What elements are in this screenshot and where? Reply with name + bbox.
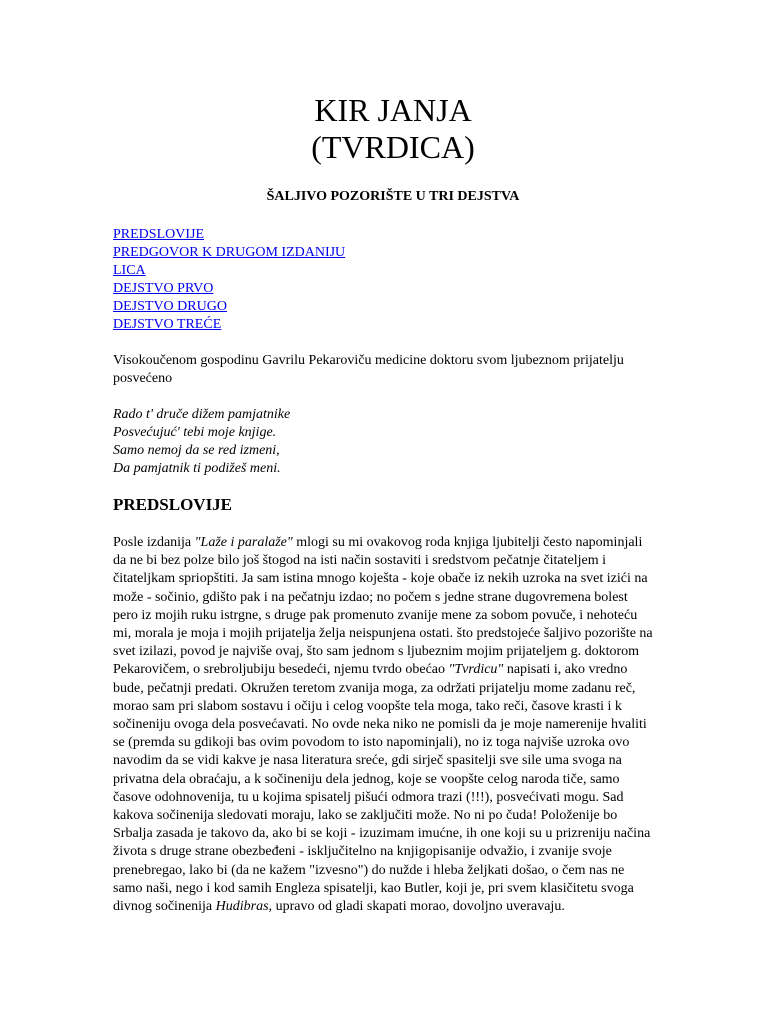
- paragraph-line: sočineniju ovoga dela posvećavati. No ovde neka niko ne pomisli da je moje namerenije hvaliti: [113, 717, 647, 733]
- toc-link-dejstvo-drugo[interactable]: DEJSTVO DRUGO: [113, 299, 227, 314]
- italic-title-tvrdica: "Tvrdicu": [448, 662, 504, 678]
- document-page: [113, 92, 673, 916]
- poem-line: Rado t' druče dižem pamjatnike: [113, 407, 291, 422]
- paragraph-line: privatna dela obraćaju, a k sočineniju dela jednog, koje se voopšte celog naroda tiče, samo: [113, 771, 620, 787]
- paragraph-line: Posle izdanija "Laže i paralaže" mlogi su mi ovakovog roda knjiga ljubitelji često napominjali: [113, 535, 643, 550]
- paragraph-line: se (premda su gdikoji bas ovim povodom to isto napominjali), no iz toga najviše uzroka ovo: [113, 735, 630, 751]
- paragraph-line: morao sam pri slabom sostavu i očiju i celog voopšte tela moga, tako reči, časove krasti i k: [113, 698, 622, 714]
- document-title: [113, 92, 673, 166]
- dedication-line-1: Visokoučenom gospodinu Gavrilu Pekaroviču medicine doktoru svom ljubeznom prijatelju: [113, 353, 624, 368]
- paragraph-line: bude, pečatnji predati. Okružen teretom zvanija moga, za održati prijatelju mome zadanu reč,: [113, 680, 636, 696]
- poem-line: Da pamjatnik ti podižeš meni.: [113, 461, 281, 476]
- poem-line: Samo nemoj da se red izmeni,: [113, 443, 280, 458]
- poem-line: Posvećujuć' tebi moje knjige.: [113, 425, 277, 440]
- toc-link-predslovije[interactable]: PREDSLOVIJE: [113, 227, 205, 242]
- paragraph-line: prenebregao, lako bi (da ne kažem "izvesno") do nužde i hleba željkati došao, o čem nas ne: [113, 862, 625, 878]
- paragraph-line: svet izilazi, povod je najviše ovaj, što sam jednom s ljubeznim mojim prijateljem g. doktorom: [113, 644, 640, 660]
- paragraph-line: časove odohnovenija, tu u kojima spisatelj pišući odmora trazi (!!!), posvećivati mogu. Sad: [113, 789, 624, 805]
- paragraph-line: može - sočinio, gdišto pak i na pečatnju izdao; no počem s jedne strane dugovremena bolest: [113, 589, 628, 605]
- title-line-1: KIR JANJA: [314, 92, 472, 128]
- dedication-line-2: posvećeno: [113, 371, 173, 386]
- body-paragraph: [113, 534, 673, 916]
- paragraph-line: života s druge strane obezbeđeni - isključitelno na knjigopisanije odvažio, i zvanije svoje: [113, 844, 612, 860]
- paragraph-line: navodim da se vidi kakve je nasa literatura sreće, gdi sirječ spasitelji sve sile uma svoga na: [113, 753, 622, 769]
- paragraph-line: divnog sočinenija Hudibras, upravo od gladi skapati morao, dovoljno uveravaju.: [113, 899, 565, 915]
- toc-link-lica[interactable]: LICA: [113, 263, 146, 278]
- dedication: [113, 352, 673, 388]
- toc-link-dejstvo-trece[interactable]: DEJSTVO TREĆE: [113, 317, 222, 332]
- paragraph-line: pero iz mojih ruku istrgne, s druge pak promenuto zvanije mene za sobom povuče, i nehoteću: [113, 607, 638, 623]
- italic-title-laze: "Laže i paralaže": [194, 535, 293, 550]
- paragraph-line: samo naši, nego i kod samih Engleza spisatelji, kao Butler, koji je, pri svem klasičitetu svoga: [113, 880, 634, 896]
- paragraph-line: da ne bi bez polze bilo još štogod na isti način sostaviti i sredstvom pečatnje čitateljem i: [113, 553, 606, 569]
- document-subtitle: ŠALJIVO POZORIŠTE U TRI DEJSTVA: [266, 189, 520, 204]
- section-heading-predslovije: PREDSLOVIJE: [113, 495, 233, 514]
- paragraph-line: Srbalja zasada je takovo da, ako bi se koji - izuzimam imućne, ih one koji su u prizreniju načina: [113, 826, 651, 842]
- dedication-poem: [113, 406, 673, 478]
- table-of-contents: [113, 226, 673, 334]
- paragraph-line: Pekarovičem, o srebroljubiju besedeći, njemu tvrdo obećao "Tvrdicu" napisati i, ako vredno: [113, 662, 628, 678]
- toc-link-dejstvo-prvo[interactable]: DEJSTVO PRVO: [113, 281, 214, 296]
- title-line-2: (TVRDICA): [311, 129, 475, 165]
- paragraph-line: mi, morala je moja i mojih prijatelja želja neispunjena ostati. što predstojeće šaljivo pozorište na: [113, 626, 653, 642]
- paragraph-line: kakova sočinenija sledovati moraju, lako se zaključiti može. No ni po čuda! Položenije bo: [113, 808, 618, 824]
- paragraph-line: čitateljkam spriopštiti. Ja sam istina mnogo koješta - koje obače iz nekih uzroka na svet izići na: [113, 571, 648, 587]
- toc-link-predgovor[interactable]: PREDGOVOR K DRUGOM IZDANIJU: [113, 245, 346, 260]
- italic-title-hudibras: Hudibras,: [215, 899, 273, 915]
